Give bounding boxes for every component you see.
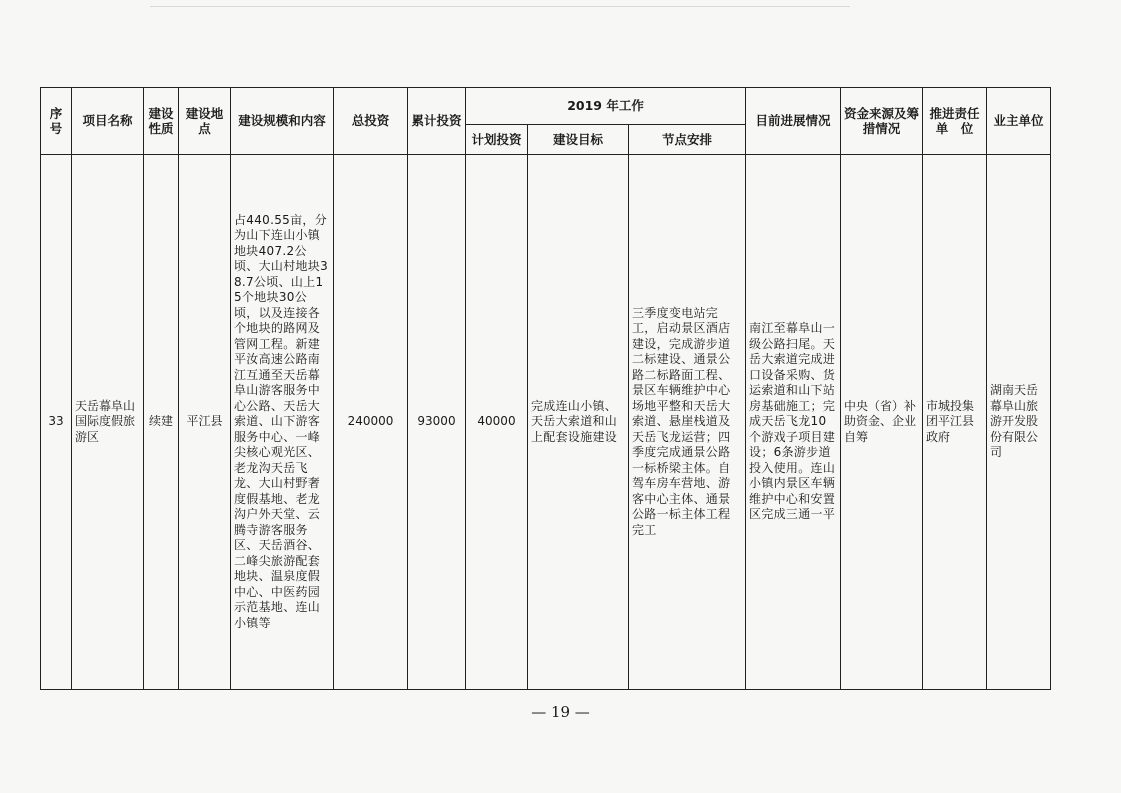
- cell-owner: 湖南天岳幕阜山旅游开发股份有限公司: [987, 155, 1051, 690]
- cell-responsible: 市城投集团平江县政府: [923, 155, 987, 690]
- header-scale: 建设规模和内容: [231, 88, 334, 155]
- header-name: 项目名称: [72, 88, 144, 155]
- header-schedule: 节点安排: [629, 125, 746, 155]
- header-responsible: 推进责任单 位: [923, 88, 987, 155]
- header-goal: 建设目标: [528, 125, 629, 155]
- header-progress: 目前进展情况: [746, 88, 841, 155]
- cell-seq: 33: [41, 155, 72, 690]
- cell-plan-invest: 40000: [466, 155, 528, 690]
- header-funding: 资金来源及筹措情况: [841, 88, 923, 155]
- header-plan-invest: 计划投资: [466, 125, 528, 155]
- cell-location: 平江县: [179, 155, 231, 690]
- cell-goal: 完成连山小镇、天岳大索道和山上配套设施建设: [528, 155, 629, 690]
- page-number: — 19 —: [531, 703, 590, 721]
- scan-edge-line: [150, 6, 850, 7]
- cell-schedule: 三季度变电站完工，启动景区酒店建设，完成游步道二标建设、通景公路二标路面工程、景区车辆维护中心场地平整和天岳大索道、悬崖栈道及天岳飞龙运营；四季度完成通景公路一标桥梁主体。自驾车房车营地、游客中心主体、通景公路一标主体工程完工: [629, 155, 746, 690]
- header-total: 总投资: [334, 88, 408, 155]
- cell-total: 240000: [334, 155, 408, 690]
- cell-scale: 占440.55亩，分为山下连山小镇地块407.2公顷、大山村地块38.7公顷、山上15个地块30公顷，以及连接各个地块的路网及管网工程。新建平汝高速公路南江互通至天岳幕阜山游客服务中心公路、天岳大索道、山下游客服务中心、一峰尖核心观光区、老龙沟天岳飞龙、大山村野奢度假基地、老龙沟户外天堂、云腾寺游客服务区、天岳酒谷、二峰尖旅游配套地块、温泉度假中心、中医药园示范基地、连山小镇等: [231, 155, 334, 690]
- header-row-1: [41, 88, 1051, 125]
- header-owner: 业主单位: [987, 88, 1051, 155]
- header-nature: 建设性质: [144, 88, 179, 155]
- header-location: 建设地点: [179, 88, 231, 155]
- cell-name: 天岳幕阜山国际度假旅游区: [72, 155, 144, 690]
- table-row: [41, 155, 1051, 690]
- header-year-group: 2019 年工作: [466, 88, 746, 125]
- cell-funding: 中央（省）补助资金、企业自筹: [841, 155, 923, 690]
- header-seq: 序号: [41, 88, 72, 155]
- cell-progress: 南江至幕阜山一级公路扫尾。天岳大索道完成进口设备采购、货运索道和山下站房基础施工；完成天岳飞龙10个游戏子项目建设；6条游步道投入使用。连山小镇内景区车辆维护中心和安置区完成三通一平: [746, 155, 841, 690]
- project-table: [40, 87, 1051, 690]
- cell-cumulative: 93000: [408, 155, 466, 690]
- header-cumulative: 累计投资: [408, 88, 466, 155]
- cell-nature: 续建: [144, 155, 179, 690]
